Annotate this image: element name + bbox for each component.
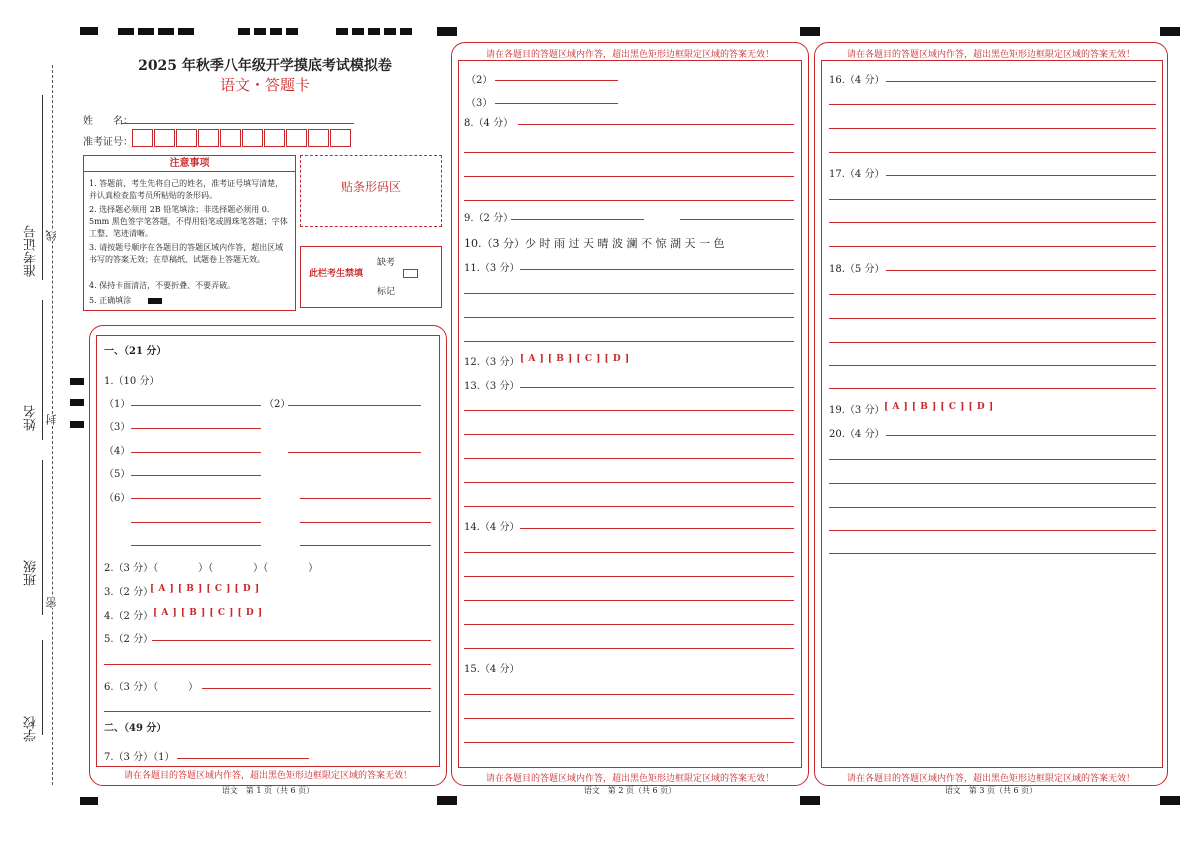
q14-answer-line[interactable]: [464, 648, 794, 649]
q20-answer-line[interactable]: [829, 530, 1156, 531]
q18-answer-line[interactable]: [829, 388, 1156, 389]
q14-answer-line[interactable]: [464, 552, 794, 553]
timing-mark: [238, 28, 298, 35]
q1-part-label: （5）: [104, 469, 131, 480]
q14-label: 14.（4 分）: [464, 522, 520, 533]
page-footer: 语文 第 1 页（共 6 页）: [221, 786, 315, 795]
class-margin-label: 班级: [24, 560, 39, 586]
q12-options[interactable]: [ A ] [ B ] [ C ] [ D ]: [520, 354, 630, 364]
q1-answer-line[interactable]: [131, 428, 261, 429]
q20-answer-line[interactable]: [829, 553, 1156, 554]
section2-title: 二、（49 分）: [104, 723, 167, 734]
notice-item: 2. 选择题必须用 2B 铅笔填涂；非选择题必须用 0．5mm 黑色签字笔答题，不得用铅笔或圆珠笔答题；字体工整、笔迹清晰。: [89, 205, 288, 238]
q1-part-label: （4）: [104, 446, 131, 457]
barcode-label: 贴条形码区: [340, 180, 401, 194]
q1-answer-line[interactable]: [131, 498, 261, 499]
timing-mark: [800, 796, 820, 805]
q3-label: 3.（2 分）: [104, 587, 154, 598]
timing-mark: [118, 28, 194, 35]
timing-mark: [70, 399, 84, 406]
q3-options[interactable]: [ A ] [ B ] [ C ] [ D ]: [150, 584, 260, 594]
answer-area-warning: 请在各题目的答题区域内作答，超出黑色矩形边框限定区域的答案无效！: [485, 50, 774, 60]
q1-answer-line[interactable]: [288, 452, 421, 453]
timing-mark: [336, 28, 412, 35]
fill-line: [42, 460, 43, 615]
q10-label: 10.（3 分）少 时 雨 过 天 晴 波 澜 不 惊 湖 天 一 色: [464, 237, 725, 250]
q6-answer-line[interactable]: [202, 688, 431, 689]
q11-label: 11.（3 分）: [464, 263, 520, 274]
q14-answer-line[interactable]: [464, 576, 794, 577]
page-footer: 语文 第 2 页（共 6 页）: [583, 786, 677, 795]
q16-answer-line[interactable]: [829, 104, 1156, 105]
q9-answer-line[interactable]: [680, 219, 794, 220]
q13-answer-line[interactable]: [520, 387, 794, 388]
q18-answer-line[interactable]: [829, 294, 1156, 295]
timing-mark: [80, 797, 98, 805]
exam-id-margin-label: 准考证号: [24, 225, 39, 277]
q19-options[interactable]: [ A ] [ B ] [ C ] [ D ]: [884, 402, 994, 412]
q1-answer-line[interactable]: [300, 498, 431, 499]
q6-answer-line[interactable]: [104, 711, 431, 712]
timing-mark: [800, 27, 820, 36]
exam-id-digit-box[interactable]: [176, 129, 197, 147]
q18-answer-line[interactable]: [829, 318, 1156, 319]
q5-answer-line[interactable]: [104, 664, 431, 665]
notice-item: 4. 保持卡面清洁，不要折叠、不要弄破。: [89, 281, 236, 290]
q11-answer-line[interactable]: [520, 269, 794, 270]
q17-answer-line[interactable]: [829, 246, 1156, 247]
q15-answer-line[interactable]: [464, 742, 794, 743]
q13-answer-line[interactable]: [464, 506, 794, 507]
fill-line: [42, 640, 43, 735]
q13-label: 13.（3 分）: [464, 381, 520, 392]
timing-mark: [70, 378, 84, 385]
answer-area-warning: 请在各题目的答题区域内作答，超出黑色矩形边框限定区域的答案无效！: [846, 50, 1135, 60]
timing-mark: [437, 796, 457, 805]
absent-bottom-label: 标记: [377, 287, 396, 297]
exam-id-digit-box[interactable]: [198, 129, 219, 147]
page-footer: 语文 第 3 页（共 6 页）: [944, 786, 1038, 795]
answer-area-warning: 请在各题目的答题区域内作答，超出黑色矩形边框限定区域的答案无效！: [123, 771, 412, 781]
timing-mark: [437, 27, 457, 36]
q16-answer-line[interactable]: [829, 152, 1156, 153]
q19-label: 19.（3 分）: [829, 405, 885, 416]
seal-seal-char: 封: [45, 414, 58, 425]
q7-answer-line[interactable]: [495, 103, 618, 104]
notice-item: 3. 请按题号顺序在各题目的答题区域内作答，超出区域书写的答案无效；在草稿纸、试题卷上答题无效。: [89, 243, 284, 264]
q1-answer-line[interactable]: [131, 405, 261, 406]
absent-top-label: 缺考: [377, 258, 396, 268]
answer-area-warning: 请在各题目的答题区域内作答，超出黑色矩形边框限定区域的答案无效！: [485, 774, 774, 784]
absent-note: 此栏考生禁填: [309, 269, 364, 279]
q1-answer-line[interactable]: [131, 522, 261, 523]
timing-mark: [1160, 27, 1180, 36]
q1-part-label: （6）: [104, 493, 131, 504]
q1-answer-line[interactable]: [300, 522, 431, 523]
absent-mark-box[interactable]: [403, 269, 418, 278]
exam-id-digit-box[interactable]: [154, 129, 175, 147]
exam-id-digit-box[interactable]: [286, 129, 307, 147]
q7-part-label: （2）: [466, 75, 493, 86]
q15-label: 15.（4 分）: [464, 664, 520, 675]
q13-answer-line[interactable]: [464, 410, 794, 411]
q1-answer-line[interactable]: [131, 475, 261, 476]
notice-item: 5. 正确填涂: [89, 296, 132, 305]
q16-answer-line[interactable]: [829, 128, 1156, 129]
timing-mark: [80, 27, 98, 35]
exam-id-digit-box[interactable]: [264, 129, 285, 147]
q18-label: 18.（5 分）: [829, 264, 885, 275]
q20-answer-line[interactable]: [886, 435, 1156, 436]
q1-label: 1.（10 分）: [104, 376, 160, 387]
q15-answer-line[interactable]: [464, 694, 794, 695]
q14-answer-line[interactable]: [464, 600, 794, 601]
exam-id-digit-box[interactable]: [308, 129, 329, 147]
q20-label: 20.（4 分）: [829, 429, 885, 440]
section1-title: 一、（21 分）: [104, 346, 167, 357]
q1-answer-line[interactable]: [300, 545, 431, 546]
q8-answer-line[interactable]: [464, 176, 794, 177]
q8-answer-line[interactable]: [464, 200, 794, 201]
q9-label: 9.（2 分）: [464, 213, 514, 224]
q20-answer-line[interactable]: [829, 459, 1156, 460]
q1-answer-line[interactable]: [131, 545, 261, 546]
filled-sample-mark: [148, 298, 162, 304]
q11-answer-line[interactable]: [464, 341, 794, 342]
fill-line: [42, 95, 43, 280]
q16-answer-line[interactable]: [886, 81, 1156, 82]
notice-title: 注意事项: [84, 156, 295, 172]
q1-answer-line[interactable]: [288, 405, 421, 406]
exam-id-label: 准考证号：: [83, 137, 133, 148]
q13-answer-line[interactable]: [464, 434, 794, 435]
exam-id-digit-box[interactable]: [330, 129, 351, 147]
exam-id-digit-box[interactable]: [242, 129, 263, 147]
q15-answer-line[interactable]: [464, 718, 794, 719]
notice-box: [83, 155, 296, 311]
name-field[interactable]: [122, 123, 354, 124]
q7-answer-line[interactable]: [177, 758, 309, 759]
seal-line-char: 线: [45, 230, 58, 241]
q5-label: 5.（2 分）: [104, 634, 154, 645]
q1-part-label: （3）: [104, 422, 131, 433]
q17-answer-line[interactable]: [829, 199, 1156, 200]
q20-answer-line[interactable]: [829, 507, 1156, 508]
exam-title: 2025 年秋季八年级开学摸底考试模拟卷: [138, 58, 392, 74]
q5-answer-line[interactable]: [152, 640, 431, 641]
q14-answer-line[interactable]: [520, 528, 794, 529]
q20-answer-line[interactable]: [829, 483, 1156, 484]
q8-label: 8.（4 分）: [464, 118, 514, 129]
name-margin-label: 姓名: [24, 405, 39, 431]
q13-answer-line[interactable]: [464, 458, 794, 459]
q17-label: 17.（4 分）: [829, 169, 885, 180]
q7-answer-line[interactable]: [495, 80, 618, 81]
q11-answer-line[interactable]: [464, 293, 794, 294]
fill-line: [42, 300, 43, 440]
timing-mark: [1160, 796, 1180, 805]
answer-area-warning: 请在各题目的答题区域内作答，超出黑色矩形边框限定区域的答案无效！: [846, 774, 1135, 784]
timing-mark: [70, 421, 84, 428]
seal-secret-char: 密: [45, 597, 58, 608]
q18-answer-line[interactable]: [829, 342, 1156, 343]
exam-subtitle: 语文・答题卡: [219, 76, 310, 94]
q8-answer-line[interactable]: [518, 124, 794, 125]
q7-label: 7.（3 分）（1）: [104, 752, 175, 763]
q1-answer-line[interactable]: [131, 452, 261, 453]
binding-line: [52, 65, 53, 785]
q4-label: 4.（2 分）: [104, 611, 154, 622]
q4-options[interactable]: [ A ] [ B ] [ C ] [ D ]: [153, 608, 263, 618]
notice-item: 1. 答题前，考生先将自己的姓名，准考证号填写清楚，并认真检查监考员所粘贴的条形码。: [89, 179, 284, 200]
q6-label: 6.（3 分）（ ）: [104, 682, 199, 693]
q2-label: 2.（3 分）（ ）（ ）（ ）: [104, 563, 319, 574]
q11-answer-line[interactable]: [464, 317, 794, 318]
q9-answer-line[interactable]: [511, 219, 644, 220]
q8-answer-line[interactable]: [464, 152, 794, 153]
exam-id-digit-box[interactable]: [220, 129, 241, 147]
q17-answer-line[interactable]: [829, 222, 1156, 223]
q18-answer-line[interactable]: [886, 270, 1156, 271]
q16-label: 16.（4 分）: [829, 75, 885, 86]
exam-id-digit-box[interactable]: [132, 129, 153, 147]
name-label: 姓 名：: [83, 116, 133, 127]
q18-answer-line[interactable]: [829, 365, 1156, 366]
q1-part-label: （1）: [104, 399, 131, 410]
q14-answer-line[interactable]: [464, 624, 794, 625]
school-margin-label: 学校: [24, 716, 39, 742]
q12-label: 12.（3 分）: [464, 357, 520, 368]
q1-part-label: （2）: [264, 399, 291, 410]
q7-part-label: （3）: [466, 98, 493, 109]
q17-answer-line[interactable]: [886, 175, 1156, 176]
exam-id-boxes[interactable]: [132, 129, 354, 148]
q13-answer-line[interactable]: [464, 482, 794, 483]
